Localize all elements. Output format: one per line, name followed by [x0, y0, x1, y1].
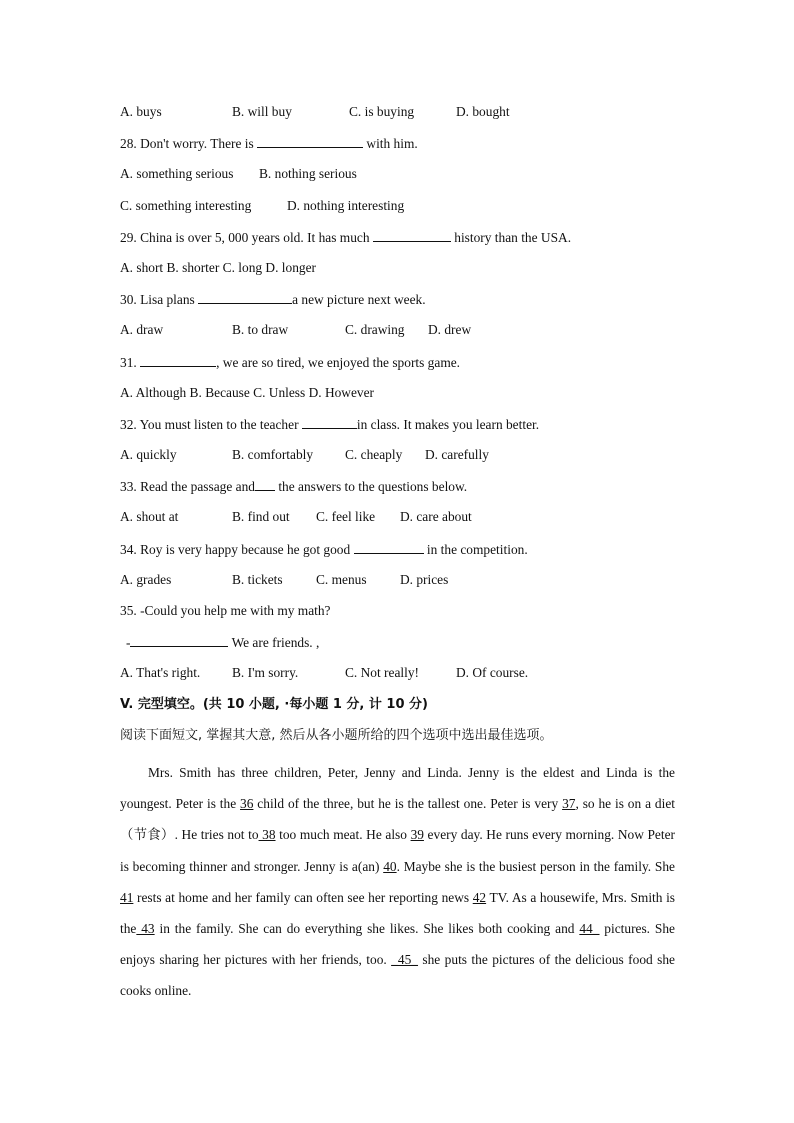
q34-option-a[interactable]: A. grades	[120, 571, 172, 587]
passage-text-2: child of the three, but he is the tallest one. Peter is very	[253, 796, 563, 812]
q31-text-post: , we are so tired, we enjoyed the sports game.	[216, 354, 461, 370]
q33-text-pre: 33. Read the passage and	[120, 479, 255, 495]
q35-answer-blank[interactable]	[130, 632, 228, 647]
q27-option-d[interactable]: D. bought	[456, 104, 510, 119]
q30-answer-blank[interactable]	[198, 289, 292, 304]
q33-answer-blank[interactable]	[255, 476, 275, 491]
q35-options	[120, 663, 675, 694]
cloze-passage	[120, 757, 675, 1007]
q32-answer-blank[interactable]	[302, 414, 357, 429]
q32-options	[120, 445, 675, 476]
q28-option-c[interactable]: C. something interesting	[120, 197, 252, 213]
q28-option-b[interactable]: B. nothing serious	[259, 166, 357, 182]
q30-stem	[120, 289, 675, 320]
q35-response	[120, 632, 675, 663]
blank-36[interactable]: 36	[240, 796, 254, 812]
q32-option-d[interactable]: D. carefully	[425, 447, 489, 463]
q34-answer-blank[interactable]	[354, 539, 424, 554]
q34-option-b[interactable]: B. tickets	[232, 571, 283, 587]
blank-45[interactable]: _45_	[391, 952, 418, 968]
q29-text-post: history than the USA.	[450, 229, 572, 245]
passage-text-4: too much meat. He also	[275, 827, 411, 843]
q34-option-d[interactable]: D. prices	[400, 571, 449, 587]
q32-text-post: in class. It makes you learn better.	[356, 416, 540, 432]
q33-options	[120, 507, 675, 538]
q28-options-row1	[120, 164, 675, 195]
q35-option-a[interactable]: A. That's right.	[120, 665, 201, 681]
blank-40[interactable]: 40	[383, 858, 397, 874]
q28-option-d[interactable]: D. nothing interesting	[287, 197, 405, 213]
q33-option-a[interactable]: A. shout at	[120, 509, 179, 525]
q31-text-pre: 31.	[120, 354, 141, 370]
q33-option-d[interactable]: D. care about	[400, 509, 472, 525]
q29-text-pre: 29. China is over 5, 000 years old. It has much	[120, 229, 373, 245]
q30-option-d[interactable]: D. drew	[428, 322, 472, 338]
q35-text-post: We are friends. ,	[228, 635, 320, 651]
q35-text-pre: -	[126, 635, 131, 651]
blank-44[interactable]: 44_	[579, 920, 600, 936]
q27-options	[120, 102, 675, 133]
passage-text-1: Mrs. Smith has three children, Peter, Jenny and Linda. Jenny is the eldest and Linda is the youngest. Peter is the	[120, 764, 675, 812]
blank-39[interactable]: 39	[410, 827, 424, 843]
section-title: V. 完型填空。(共 10 小题, ·每小题 1 分, 计 10 分)	[120, 696, 428, 712]
q35-option-c[interactable]: C. Not really!	[345, 665, 420, 681]
blank-37[interactable]: 37	[562, 796, 576, 812]
q30-text-post: a new picture next week.	[292, 292, 426, 308]
q30-option-b[interactable]: B. to draw	[232, 322, 289, 338]
q32-option-b[interactable]: B. comfortably	[232, 447, 314, 463]
passage-text-7: rests at home and her family can often see her reporting news	[133, 889, 473, 905]
q28-stem	[120, 133, 675, 164]
passage-text-10: pictures. She enjoys sharing her pictures with her friends, too.	[120, 920, 675, 968]
passage-text-8: TV. As a housewife, Mrs. Smith is the	[120, 889, 676, 936]
q33-text-post: the answers to the questions below.	[274, 479, 468, 495]
blank-41[interactable]: 41	[120, 889, 134, 905]
q32-option-c[interactable]: C. cheaply	[345, 447, 403, 463]
q35-option-b[interactable]: B. I'm sorry.	[232, 665, 299, 681]
q27-option-b[interactable]: B. will buy	[232, 104, 292, 119]
q28-answer-blank[interactable]	[257, 133, 363, 148]
passage-text-6: . Maybe she is the busiest person in the family. She	[396, 858, 675, 874]
q30-options	[120, 320, 675, 351]
q32-stem	[120, 414, 675, 445]
q35-option-d[interactable]: D. Of course.	[456, 665, 529, 681]
passage-text-5: every day. He runs every morning. Now Peter is becoming thinner and stronger. Jenny is a(an)	[120, 827, 675, 874]
q34-text-post: in the competition.	[423, 541, 528, 557]
q31-stem	[120, 352, 675, 383]
q34-options	[120, 570, 675, 601]
q28-option-a[interactable]: A. something serious	[120, 166, 234, 182]
q33-option-b[interactable]: B. find out	[232, 509, 290, 525]
content-area	[120, 102, 675, 1007]
q28-text-pre: 28. Don't worry. There is	[120, 136, 258, 152]
q28-text-post: with him.	[363, 136, 418, 152]
q32-text-pre: 32. You must listen to the teacher	[120, 416, 302, 432]
q31-answer-blank[interactable]	[140, 352, 216, 367]
q30-option-a[interactable]: A. draw	[120, 322, 164, 338]
q27-option-a[interactable]: A. buys	[120, 104, 162, 119]
q33-option-c[interactable]: C. feel like	[316, 509, 376, 525]
q31-options[interactable]: A. Although B. Because C. Unless D. However	[120, 384, 375, 400]
passage-text-11: she puts the pictures of the delicious food she cooks online.	[120, 952, 675, 999]
q29-answer-blank[interactable]	[373, 227, 451, 242]
blank-38[interactable]: 38	[258, 827, 276, 843]
q34-text-pre: 34. Roy is very happy because he got good	[120, 541, 354, 557]
blank-42[interactable]: 42	[472, 889, 487, 905]
q29-stem	[120, 227, 675, 258]
passage-text-9: in the family. She can do everything she likes. She likes both cooking and	[154, 920, 580, 936]
q34-option-c[interactable]: C. menus	[316, 571, 367, 587]
q35-stem: 35. -Could you help me with my math?	[120, 603, 331, 618]
passage-text-3: , so he is on a diet（节食）. He tries not to	[120, 796, 675, 843]
section-instruction: 阅读下面短文, 掌握其大意, 然后从各小题所给的四个选项中选出最佳选项。	[120, 727, 553, 743]
q28-options-row2	[120, 196, 675, 227]
q27-option-c[interactable]: C. is buying	[349, 104, 415, 119]
q33-stem	[120, 476, 675, 507]
q32-option-a[interactable]: A. quickly	[120, 447, 177, 463]
q30-option-c[interactable]: C. drawing	[345, 322, 405, 338]
q29-options[interactable]: A. short B. shorter C. long D. longer	[120, 259, 317, 275]
q34-stem	[120, 539, 675, 570]
blank-43[interactable]: 43	[136, 920, 155, 936]
q30-text-pre: 30. Lisa plans	[120, 292, 199, 308]
